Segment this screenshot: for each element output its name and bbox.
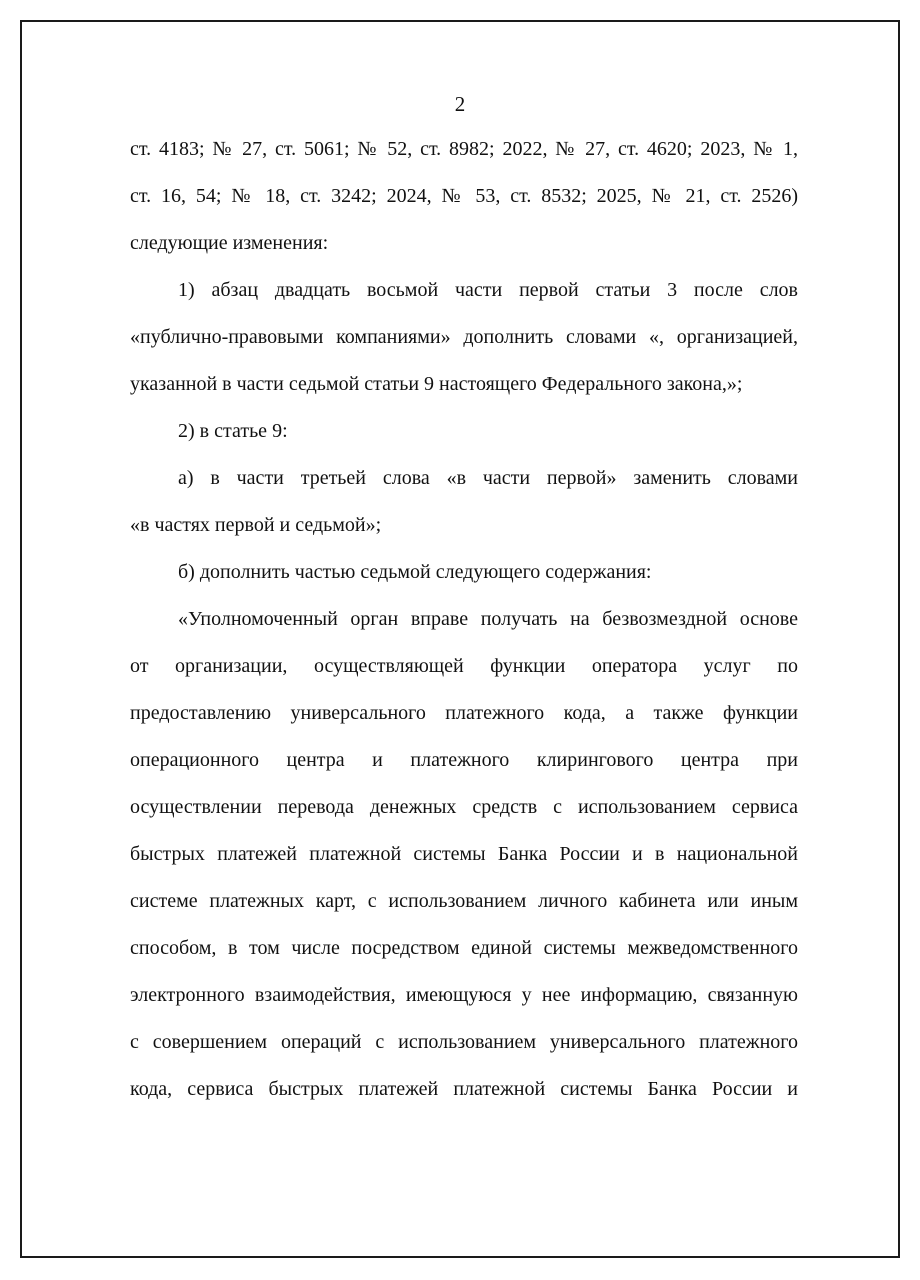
text-line: «Уполномоченный орган вправе получать на безвозмездной основе bbox=[178, 608, 798, 630]
text-line: системе платежных карт, с использованием личного кабинета или иным bbox=[130, 890, 798, 912]
text-line: ст. 4183; № 27, ст. 5061; № 52, ст. 8982; 2022, № 27, ст. 4620; 2023, № 1, bbox=[130, 138, 798, 160]
text-line: операционного центра и платежного клирингового центра при bbox=[130, 749, 798, 771]
text-line: «в частях первой и седьмой»; bbox=[130, 514, 382, 536]
text-line: следующие изменения: bbox=[130, 232, 329, 254]
document-page bbox=[20, 20, 900, 1258]
text-line: быстрых платежей платежной системы Банка России и в национальной bbox=[130, 843, 798, 865]
text-line: ст. 16, 54; № 18, ст. 3242; 2024, № 53, ст. 8532; 2025, № 21, ст. 2526) bbox=[130, 185, 798, 207]
text-line: 2) в статье 9: bbox=[178, 420, 288, 442]
text-line: 1) абзац двадцать восьмой части первой статьи 3 после слов bbox=[178, 279, 798, 301]
text-line: «публично-правовыми компаниями» дополнить словами «, организацией, bbox=[130, 326, 798, 348]
text-line: способом, в том числе посредством единой системы межведомственного bbox=[130, 937, 798, 959]
text-line: электронного взаимодействия, имеющуюся у нее информацию, связанную bbox=[130, 984, 798, 1006]
text-line: от организации, осуществляющей функции оператора услуг по bbox=[130, 655, 798, 677]
document-body bbox=[130, 126, 798, 1113]
text-line: указанной в части седьмой статьи 9 настоящего Федерального закона,»; bbox=[130, 373, 743, 395]
text-line: а) в части третьей слова «в части первой» заменить словами bbox=[178, 467, 798, 489]
text-line: кода, сервиса быстрых платежей платежной системы Банка России и bbox=[130, 1078, 798, 1100]
page-number: 2 bbox=[454, 92, 466, 116]
text-line: б) дополнить частью седьмой следующего содержания: bbox=[178, 561, 652, 583]
text-line: предоставлению универсального платежного кода, а также функции bbox=[130, 702, 798, 724]
text-line: с совершением операций с использованием универсального платежного bbox=[130, 1031, 798, 1053]
text-line: осуществлении перевода денежных средств с использованием сервиса bbox=[130, 796, 798, 818]
